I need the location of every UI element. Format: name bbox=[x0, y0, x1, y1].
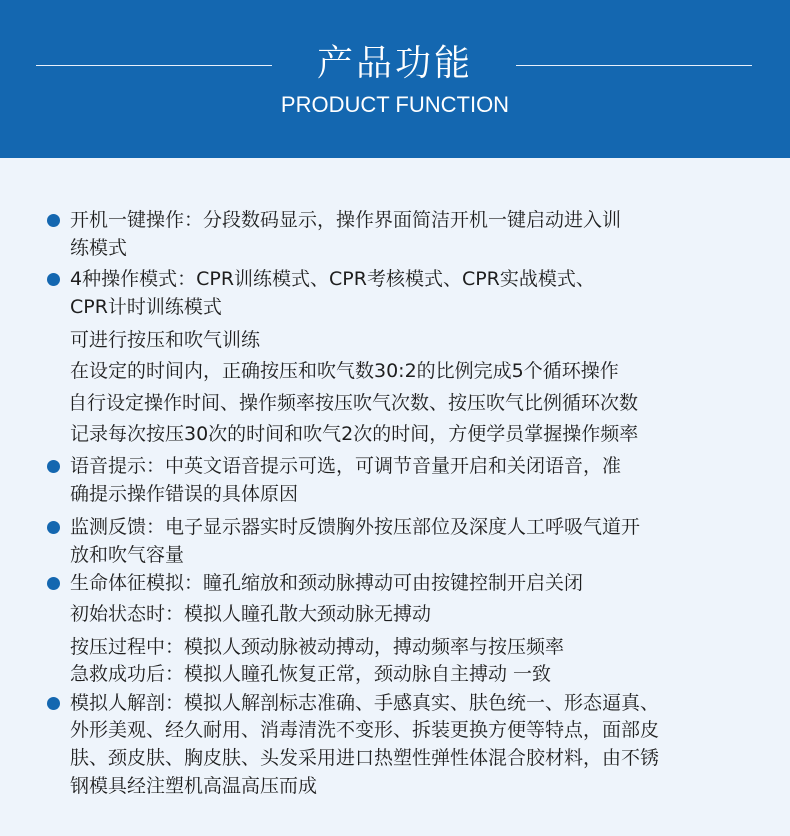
bullet-dot-icon bbox=[47, 521, 60, 534]
feature-text-line: 肤、颈皮肤、胸皮肤、头发采用进口热塑性弹性体混合胶材料，由不锈 bbox=[70, 747, 660, 769]
feature-text-line: 语音提示：中英文语音提示可选，可调节音量开启和关闭语音，准 bbox=[70, 455, 622, 477]
feature-detail-line: 可进行按压和吹气训练 bbox=[70, 329, 261, 351]
feature-detail-line: 自行设定操作时间、操作频率按压吹气次数、按压吹气比例循环次数 bbox=[68, 392, 639, 414]
feature-text-line: 4种操作模式：CPR训练模式、CPR考核模式、CPR实战模式、 bbox=[70, 268, 595, 290]
feature-text-line: CPR计时训练模式 bbox=[70, 296, 222, 318]
feature-text-line: 外形美观、经久耐用、消毒清洗不变形、拆装更换方便等特点，面部皮 bbox=[70, 719, 660, 741]
bullet-dot-icon bbox=[47, 214, 60, 227]
feature-text-line: 确提示操作错误的具体原因 bbox=[70, 483, 299, 505]
feature-text-line: 开机一键操作：分段数码显示，操作界面简洁开机一键启动进入训 bbox=[70, 209, 622, 231]
bullet-dot-icon bbox=[47, 460, 60, 473]
feature-detail-line: 在设定的时间内，正确按压和吹气数30:2的比例完成5个循环操作 bbox=[70, 360, 619, 382]
feature-detail-line: 初始状态时：模拟人瞳孔散大颈动脉无搏动 bbox=[70, 603, 432, 625]
feature-detail-line: 按压过程中：模拟人颈动脉被动搏动，搏动频率与按压频率 bbox=[70, 636, 565, 658]
feature-text-line: 模拟人解剖：模拟人解剖标志准确、手感真实、肤色统一、形态逼真、 bbox=[70, 692, 660, 714]
bullet-dot-icon bbox=[47, 577, 60, 590]
feature-text-line: 放和吹气容量 bbox=[70, 544, 185, 566]
bullet-dot-icon bbox=[47, 697, 60, 710]
feature-text-line: 生命体征模拟：瞳孔缩放和颈动脉搏动可由按键控制开启关闭 bbox=[70, 572, 584, 594]
feature-detail-line: 急救成功后：模拟人瞳孔恢复正常，颈动脉自主搏动 一致 bbox=[70, 663, 552, 685]
bullet-dot-icon bbox=[47, 273, 60, 286]
feature-text-line: 练模式 bbox=[70, 237, 128, 259]
feature-text-line: 钢模具经注塑机高温高压而成 bbox=[70, 775, 318, 797]
page-subtitle: PRODUCT FUNCTION bbox=[280, 92, 510, 117]
feature-text-line: 监测反馈：电子显示器实时反馈胸外按压部位及深度人工呼吸气道开 bbox=[70, 516, 641, 538]
feature-detail-line: 记录每次按压30次的时间和吹气2次的时间，方便学员掌握操作频率 bbox=[70, 423, 639, 445]
page-title: 产品功能 bbox=[316, 43, 473, 84]
